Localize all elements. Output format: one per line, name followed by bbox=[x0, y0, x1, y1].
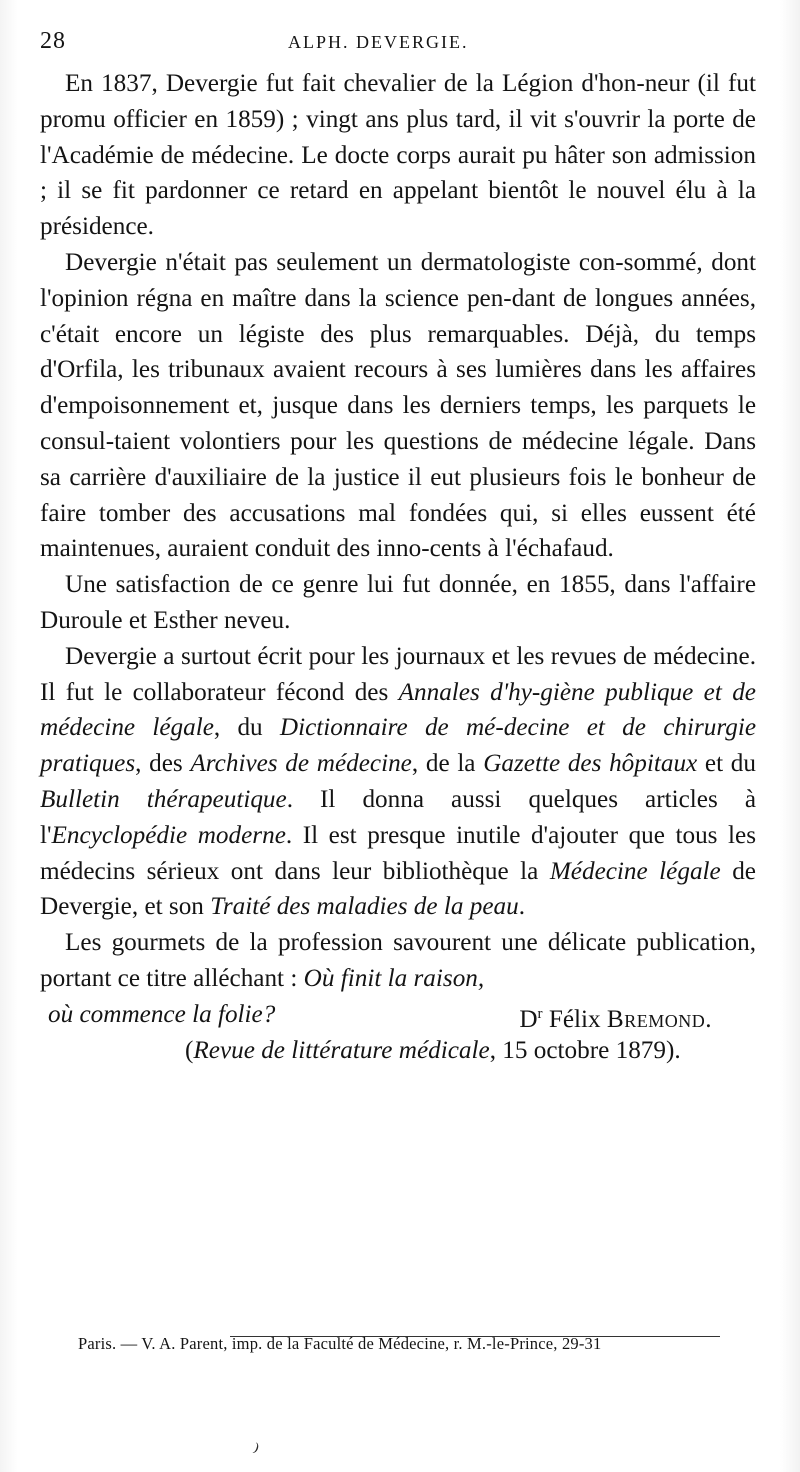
text-run: , des bbox=[135, 750, 191, 778]
text-run: . bbox=[518, 893, 526, 921]
source-journal-title: Revue de littérature médicale bbox=[193, 1036, 490, 1064]
author-signature bbox=[519, 997, 712, 1038]
journal-title-archives: Archives de médecine bbox=[190, 750, 412, 778]
doctor-abbrev-sup: r bbox=[537, 1005, 543, 1022]
paragraph-legiste: Devergie n'était pas seulement un dermatologiste con-sommé, dont l'opinion régna en maître dans la science pen-dant de longues années, c'était encore un légiste des plus remarquables. Déjà, du temps d'Orfila, les tribunaux avaient recours à ses lumières dans les affaires d'empoisonnement et, jusque dans les derniers temps, les parquets le consul-taient volontiers pour les questions de médecine légale. Dans sa carrière d'auxiliaire de la justice il eut plusieurs fois le bonheur de faire tomber des accusations mal fondées qui, si elles eussent été maintenues, auraient conduit des inno-cents à l'échafaud. bbox=[40, 248, 756, 563]
journal-title-annales: Annales d'hy-giène publique et de médecine légale bbox=[40, 678, 756, 742]
publication-title: Où finit la raison, bbox=[303, 964, 485, 992]
running-head: ALPH. DEVERGIE. bbox=[288, 32, 469, 52]
text-run: , du bbox=[213, 714, 280, 742]
paragraph-legion-honneur: En 1837, Devergie fut fait chevalier de la Légion d'hon-neur (il fut promu officier en 1859) ; vingt ans plus tard, il vit s'ouvrir la porte de l'Académie de médecine. Le docte corps aurait pu hâter son admission ; il se fit pardonner ce retard en appelant bientôt le nouvel élu à la présidence. bbox=[40, 70, 756, 241]
text-run: , de la bbox=[411, 750, 484, 778]
work-title-traite: Traité des maladies de la peau bbox=[210, 893, 519, 921]
text-run: Devergie a surtout écrit pour les journaux et les revues de médecine. Il fut le collaborateur fécond des bbox=[40, 642, 756, 706]
paragraph-gourmets bbox=[40, 925, 756, 997]
printer-imprint: Paris. — V. A. Parent, imp. de la Faculté de Médecine, r. M.-le-Prince, 29-31 bbox=[78, 1334, 602, 1353]
text-run: ( bbox=[185, 1036, 194, 1064]
work-title-medecine-legale: Médecine légale bbox=[549, 857, 721, 885]
paragraph-publications bbox=[40, 639, 756, 925]
author-first-name: Félix bbox=[548, 1005, 607, 1033]
work-title-encyclopedie: Encyclopédie moderne bbox=[51, 821, 286, 849]
source-citation bbox=[40, 1033, 756, 1069]
text-run: , 15 octobre 1879). bbox=[489, 1036, 681, 1064]
body-text bbox=[40, 66, 756, 1069]
page-header bbox=[40, 28, 760, 58]
page-number: 28 bbox=[40, 28, 66, 54]
scan-smudge-icon: ⁾ bbox=[247, 1439, 262, 1466]
publication-title-continued: où commence la folie? bbox=[48, 1000, 276, 1028]
signature-line bbox=[40, 997, 756, 1033]
doctor-abbrev: D bbox=[519, 1005, 538, 1033]
journal-title-gazette: Gazette des hôpitaux bbox=[483, 750, 698, 778]
journal-title-bulletin: Bulletin thérapeutique bbox=[40, 785, 287, 813]
text-run: Les gourmets de la profession savourent une délicate publication, portant ce titre alléchant : bbox=[40, 929, 756, 992]
paragraph-affaire-duroule: Une satisfaction de ce genre lui fut donnée, en 1855, dans l'affaire Duroule et Esther neveu. bbox=[40, 571, 756, 634]
text-run: et du bbox=[697, 750, 756, 778]
text-run: de Devergie, et son bbox=[40, 857, 756, 921]
author-last-name: Bremond. bbox=[606, 1005, 712, 1033]
text-run: . Il donna aussi quelques articles à l' bbox=[40, 785, 757, 849]
text-run: . Il est presque inutile d'ajouter que tous les médecins sérieux ont dans leur bibliothèque la bbox=[40, 821, 756, 885]
journal-title-dictionnaire: Dictionnaire de mé-decine et de chirurgie pratiques bbox=[40, 714, 757, 778]
